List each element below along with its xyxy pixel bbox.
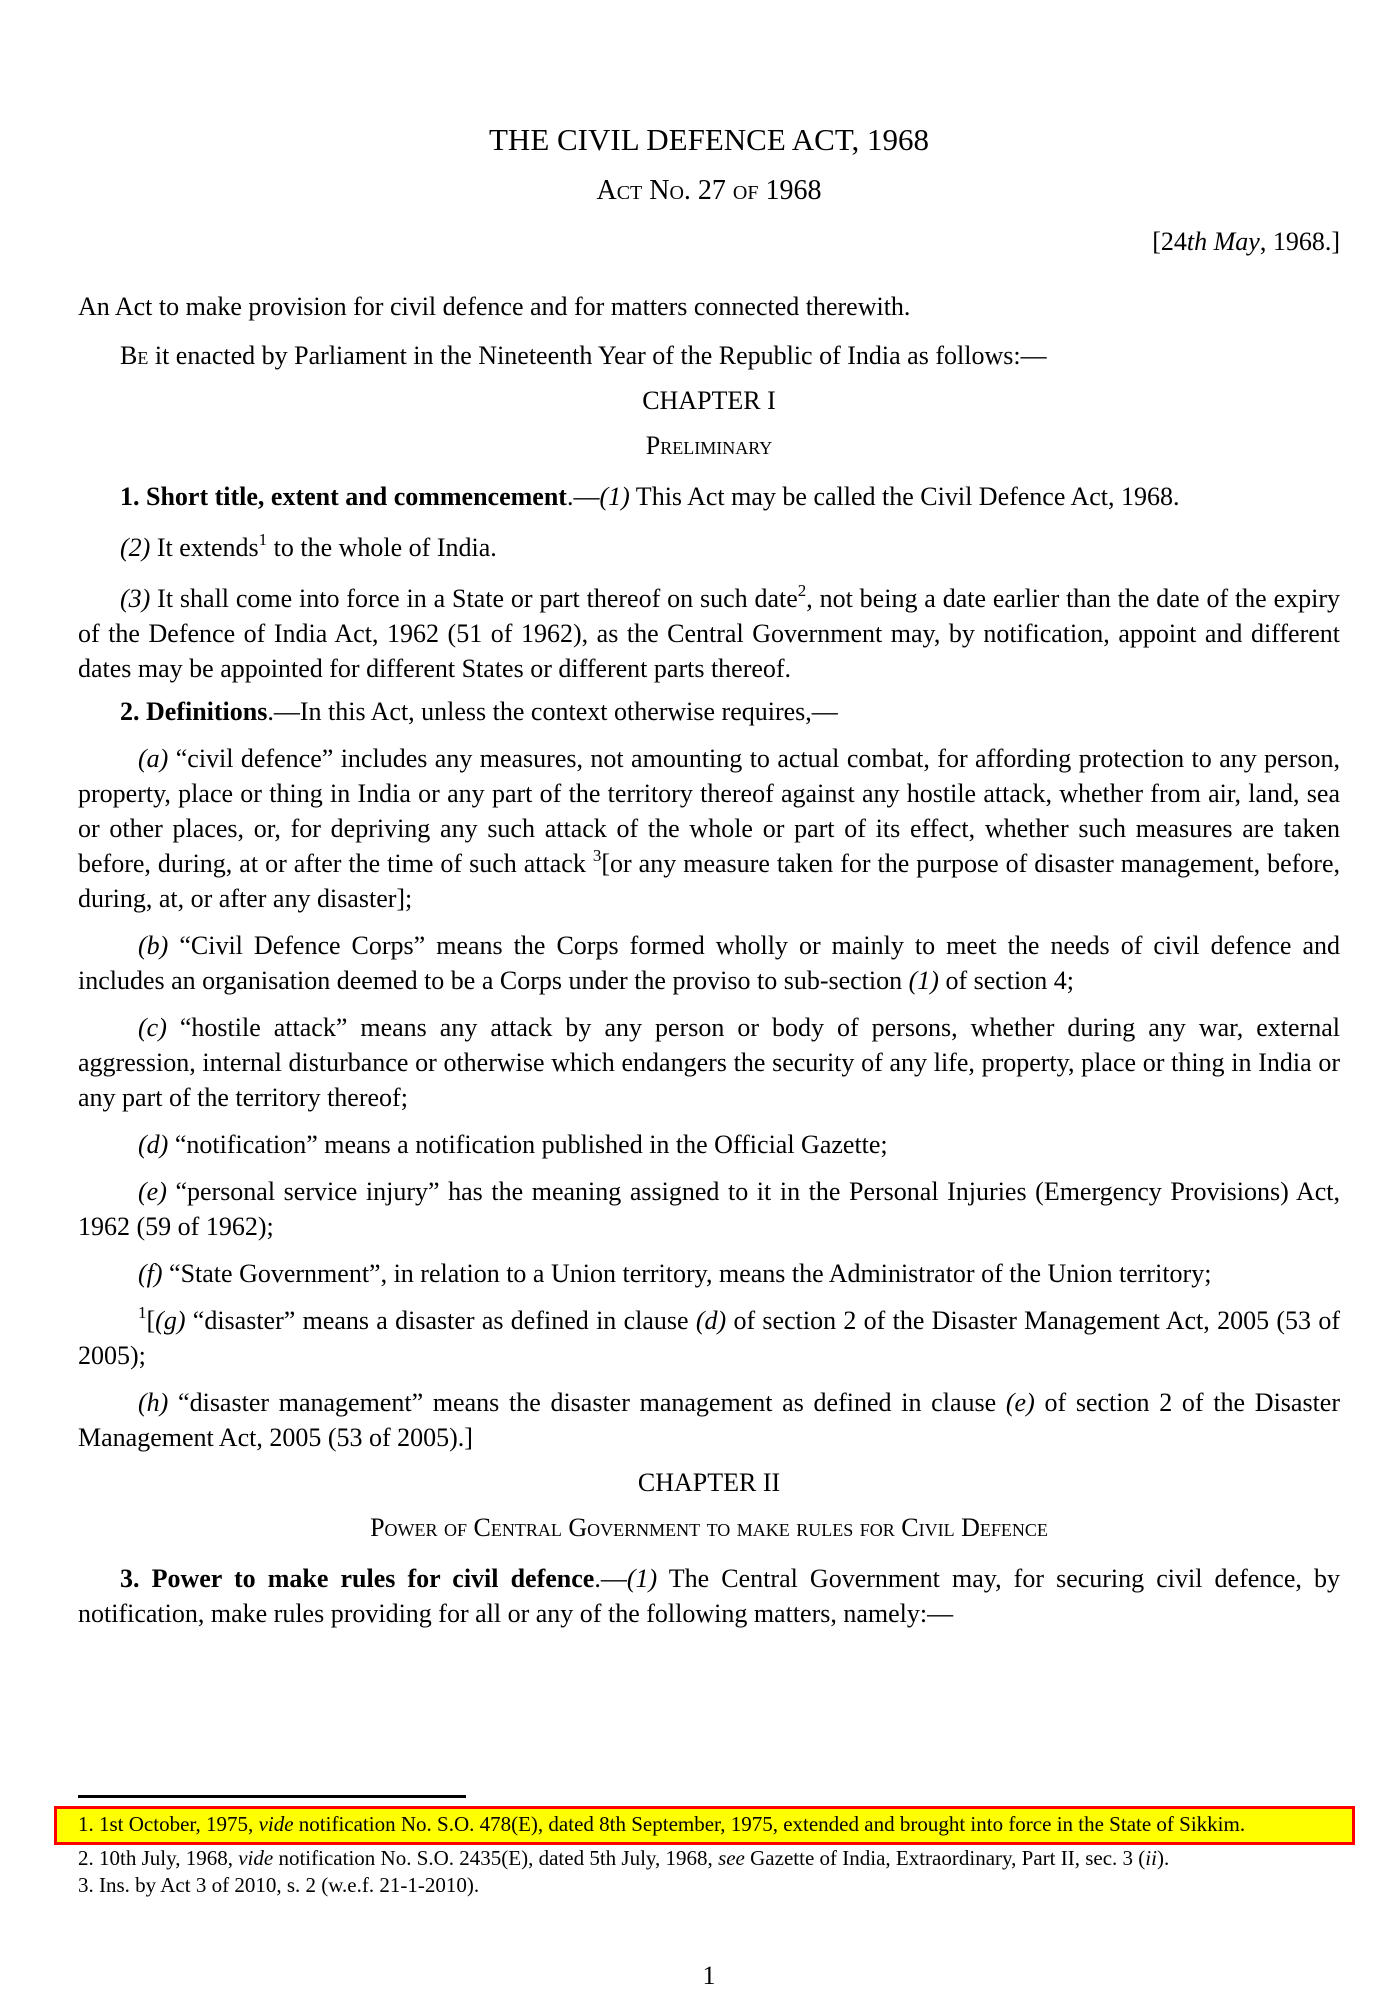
footnote-separator-rule: [78, 1795, 466, 1798]
clause-e: (e) “personal service injury” has the meaning assigned to it in the Personal Injuries (Emergency Provisions) Act, 1962 (59 of 1962);: [78, 1177, 1340, 1241]
section-1-subsection-3: (3) It shall come into force in a State or part thereof on such date$^2$, not being a date earlier than the date of the expiry of the Defence of India Act, 1962 (51 of 1962), as the Central Government may, by notification, appoint and different dates may be appointed for different States or different parts thereof.: [78, 581, 1340, 683]
footnote-3: 3. Ins. by Act 3 of 2010, s. 2 (w.e.f. 21-1-2010).: [78, 1873, 480, 1897]
chapter-2-heading: CHAPTER II: [637, 1468, 781, 1497]
footnote-2: 2. 10th July, 1968, vide notification No. S.O. 2435(E), dated 5th July, 1968, see Gazette of India, Extraordinary, Part II, sec. 3 (ii).: [78, 1846, 1170, 1870]
clause-d: (d) “notification” means a notification published in the Official Gazette;: [138, 1130, 888, 1159]
clause-b: (b) “Civil Defence Corps” means the Corps formed wholly or mainly to meet the needs of civil defence and includes an organisation deemed to be a Corps under the proviso to sub-section (1) of section 4;: [78, 931, 1340, 995]
footnote-1-highlight-box: 1. 1st October, 1975, vide notification No. S.O. 478(E), dated 8th September, 1975, extended and brought into force in the State of Sikkim.: [54, 1806, 1355, 1845]
clause-g: $^1$[(g) “disaster” means a disaster as defined in clause (d) of section 2 of the Disaster Management Act, 2005 (53 of 2005);: [78, 1303, 1340, 1370]
clause-c: (c) “hostile attack” means any attack by any person or body of persons, whether during any war, external aggression, internal disturbance or otherwise which endangers the security of any life, property, place or thing in India or any part of the territory thereof;: [78, 1013, 1340, 1112]
section-2-paragraph: 2. Definitions.—In this Act, unless the context otherwise requires,—: [120, 697, 838, 726]
page-number: 1: [702, 1961, 716, 1990]
enacting-clause: Be it enacted by Parliament in the Nineteenth Year of the Republic of India as follows:—: [120, 341, 1047, 370]
chapter-1-heading: CHAPTER I: [642, 386, 776, 415]
act-title: THE CIVIL DEFENCE ACT, 1968: [489, 122, 929, 157]
section-1-paragraph: 1. Short title, extent and commencement.—(1) This Act may be called the Civil Defence Act, 1968.: [120, 482, 1180, 511]
section-3-paragraph: 3. Power to make rules for civil defence.—(1) The Central Government may, for securing civil defence, by notification, make rules providing for all or any of the following matters, namely:—: [78, 1564, 1340, 1628]
clause-f: (f) “State Government”, in relation to a Union territory, means the Administrator of the Union territory;: [138, 1259, 1212, 1288]
clause-a: (a) “civil defence” includes any measures, not amounting to actual combat, for affording protection to any person, property, place or thing in India or any part of the territory thereof against any hostile attack, whether from air, land, sea or other places, or, for depriving any such attack of the whole or part of its effect, whether such measures are taken before, during, at or after the time of such attack $^3$[or any measure taken for the purpose of disaster management, before, during, at, or after any disaster];: [78, 744, 1340, 913]
section-1-subsection-2: (2) It extends$^1$ to the whole of India.: [120, 530, 497, 562]
footnotes-section: [54, 1795, 1355, 1899]
long-title: An Act to make provision for civil defence and for matters connected therewith.: [78, 292, 911, 321]
enactment-date: [24th May, 1968.]: [1152, 227, 1340, 256]
chapter-2-subheading: Power of Central Government to make rules for Civil Defence: [370, 1513, 1048, 1542]
chapter-1-subheading: Preliminary: [645, 431, 773, 460]
act-number: Act No. 27 of 1968: [596, 175, 822, 206]
clause-h: (h) “disaster management” means the disaster management as defined in clause (e) of section 2 of the Disaster Management Act, 2005 (53 of 2005).]: [78, 1388, 1340, 1452]
